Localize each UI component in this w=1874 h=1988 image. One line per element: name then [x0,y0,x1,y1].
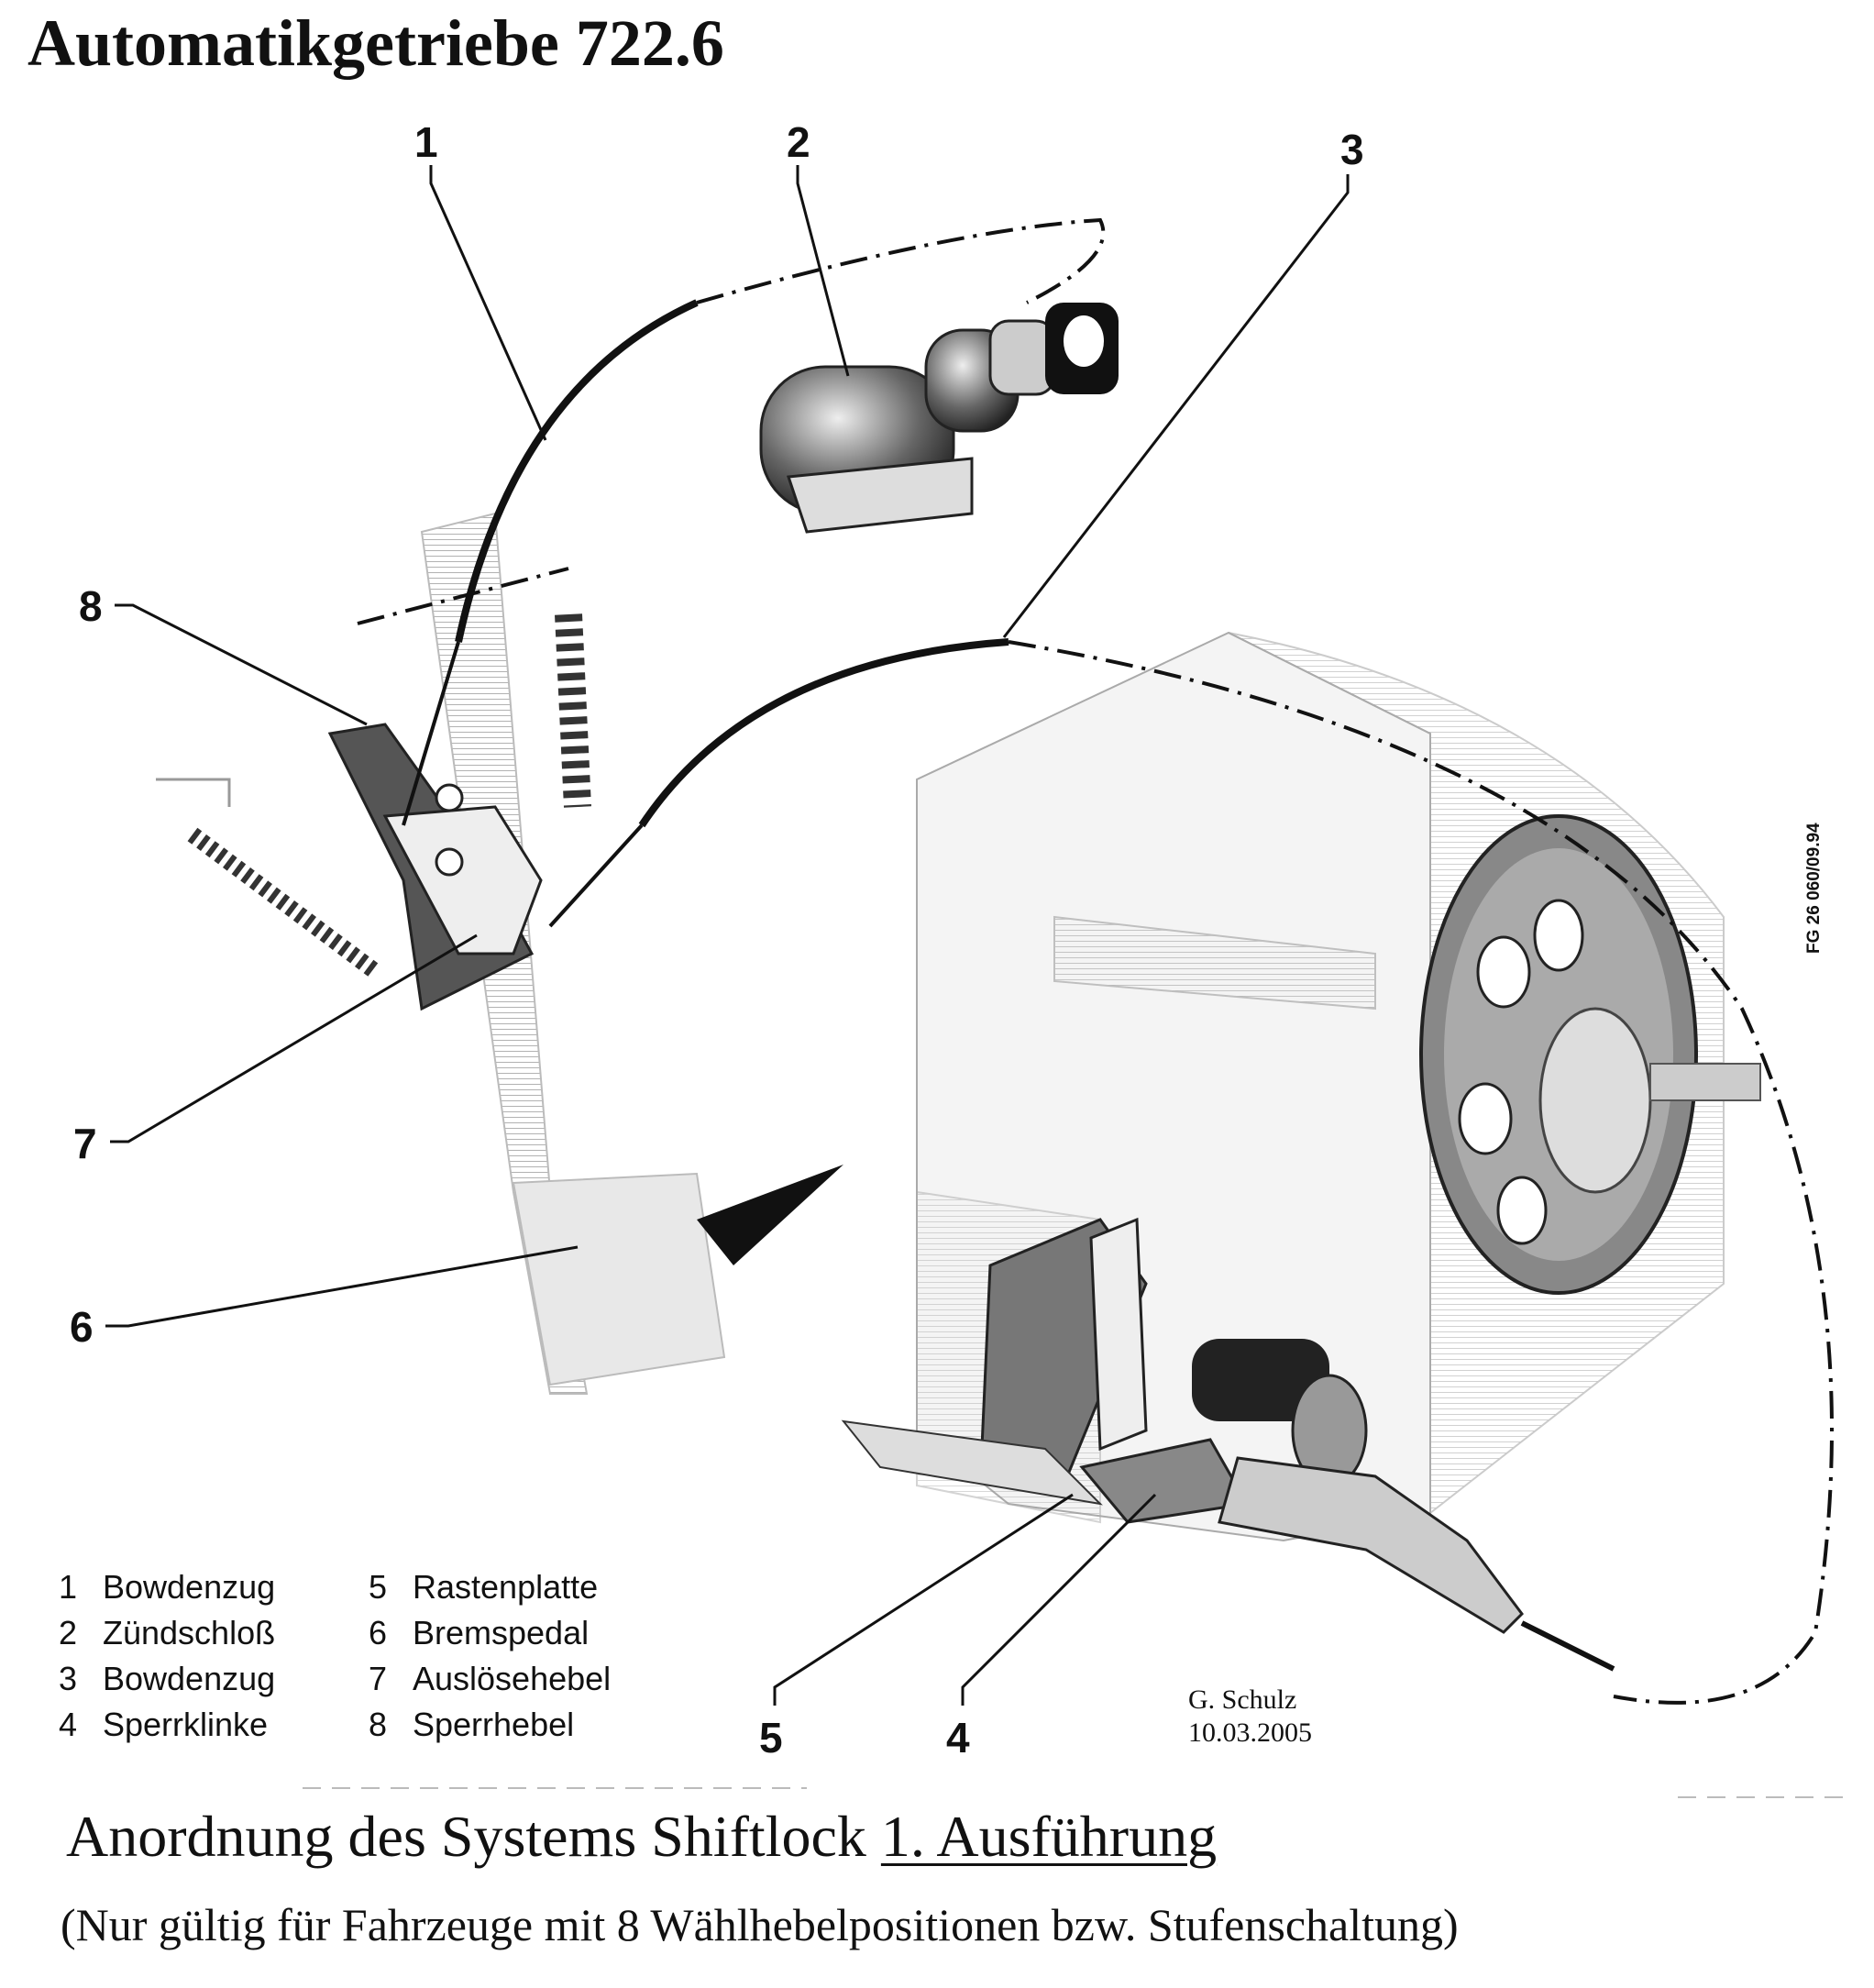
leader-line-2 [798,165,848,376]
signature-date: 10.03.2005 [1188,1717,1312,1748]
ignition-lock [761,303,1119,532]
callout-7: 7 [73,1120,97,1167]
legend-label: Sperrhebel [413,1706,575,1743]
legend-number: 1 [59,1568,78,1606]
page-title: Automatikgetriebe 722.6 [28,6,724,80]
legend-label: Bowdenzug [103,1660,276,1697]
callout-6: 6 [70,1303,94,1351]
legend-label: Bremspedal [413,1614,590,1651]
callout-4: 4 [946,1714,970,1762]
leader-line-6 [105,1247,578,1326]
callout-5: 5 [759,1714,783,1762]
subtitle-version: 1. Ausführung [880,1804,1218,1869]
legend-number: 2 [59,1614,78,1651]
legend-label: Rastenplatte [413,1568,599,1606]
scan-artifacts [303,1788,1843,1797]
callout-8: 8 [79,582,103,630]
callout-3: 3 [1340,126,1364,173]
figure-code: FG 26 060/09.94 [1804,823,1824,954]
legend-label: Zündschloß [103,1614,276,1651]
validity-note: (Nur gültig für Fahrzeuge mit 8 Wählhebelpositionen bzw. Stufenschaltung) [61,1899,1459,1950]
leader-line-1 [431,165,546,440]
legend-number: 5 [369,1568,388,1606]
legend-label: Bowdenzug [103,1568,276,1606]
legend-label: Auslösehebel [413,1660,612,1697]
signature [1188,1684,1312,1750]
leader-line-5 [775,1495,1073,1706]
callout-1: 1 [414,118,438,166]
legend-number: 4 [59,1706,78,1743]
subtitle-prefix: Anordnung des Systems Shiftlock [66,1804,866,1869]
legend-number: 7 [369,1660,388,1697]
parts-legend [59,1568,688,1744]
leader-line-8 [115,605,367,724]
legend-number: 3 [59,1660,78,1697]
signature-author: G. Schulz [1188,1684,1297,1715]
legend-number: 6 [369,1614,388,1651]
leader-line-3 [1004,174,1348,637]
legend-number: 8 [369,1706,388,1743]
callout-2: 2 [787,118,810,166]
legend-label: Sperrklinke [103,1706,269,1743]
subtitle [66,1803,1217,1871]
leader-line-4 [963,1495,1155,1706]
